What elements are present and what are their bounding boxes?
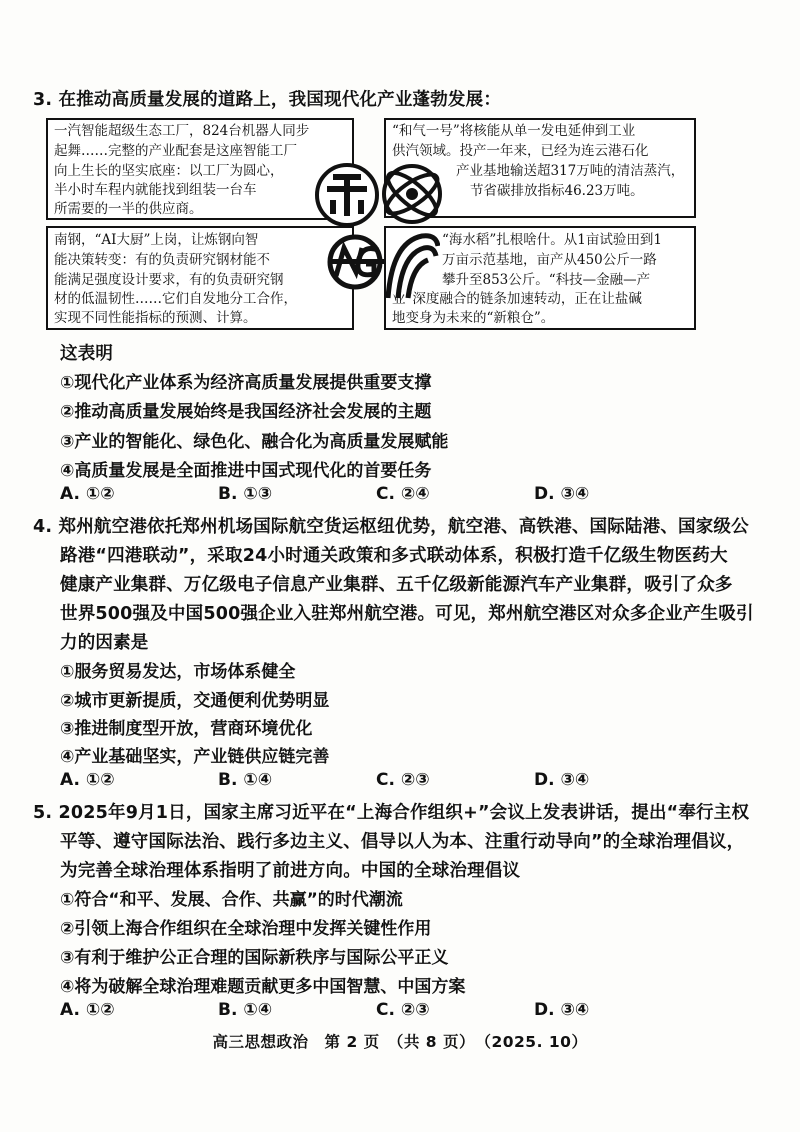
q5-option-1: ①符合“和平、发展、合作、共赢”的时代潮流 [60, 890, 403, 910]
q5-choice-c[interactable]: C. ②③ [376, 1000, 430, 1020]
q4-stem-line-1: 4. 郑州航空港依托郑州机场国际航空货运枢纽优势，航空港、高铁港、国际陆港、国家级公 [33, 517, 749, 537]
q5-option-3: ③有利于维护公正合理的国际新秩序与国际公平正义 [60, 948, 449, 968]
q3-box-nangang-line-2: 能决策转变：有的负责研究钢材能不 [54, 252, 270, 268]
q3-box-rice-line-5: 地变身为未来的“新粮仓”。 [392, 310, 555, 326]
q4-option-4: ④产业基础坚实，产业链供应链完善 [60, 747, 330, 767]
q5-choice-b[interactable]: B. ①④ [218, 1000, 273, 1020]
q5-stem-line-2: 平等、遵守国际法治、践行多边主义、倡导以人为本、注重行动导向”的全球治理倡议， [60, 832, 745, 852]
q3-box-faw-line-5: 所需要的一半的供应商。 [54, 201, 203, 217]
q3-choice-d[interactable]: D. ③④ [534, 484, 590, 504]
q3-box-rice-line-1: “海水稻”扎根啥什。从1亩试验田到1 [442, 232, 662, 248]
q3-option-2: ②推动高质量发展始终是我国经济社会发展的主题 [60, 402, 432, 422]
q3-option-3: ③产业的智能化、绿色化、融合化为高质量发展赋能 [60, 432, 449, 452]
q3-box-heqi-line-4: 节省碳排放指标46.23万吨。 [470, 183, 644, 199]
q3-box-faw-line-2: 起舞……完整的产业配套是这座智能工厂 [54, 143, 297, 159]
q5-choice-a[interactable]: A. ①② [60, 1000, 115, 1020]
q5-choice-d[interactable]: D. ③④ [534, 1000, 590, 1020]
q3-option-4: ④高质量发展是全面推进中国式现代化的首要任务 [60, 461, 432, 481]
q3-option-1: ①现代化产业体系为经济高质量发展提供重要支撑 [60, 373, 432, 393]
rice-logo-icon [384, 226, 440, 302]
q3-box-heqi-line-1: “和气一号”将核能从单一发电延伸到工业 [392, 123, 636, 139]
q4-stem-line-4: 世界500强及中国500强企业入驻郑州航空港。可见，郑州航空港区对众多企业产生吸引 [60, 604, 754, 624]
q5-option-4: ④将为破解全球治理难题贡献更多中国智慧、中国方案 [60, 977, 466, 997]
q3-box-nangang [46, 226, 354, 330]
nangang-logo-icon [322, 232, 388, 292]
q4-option-2: ②城市更新提质，交通便利优势明显 [60, 691, 330, 711]
q3-choice-a[interactable]: A. ①② [60, 484, 115, 504]
q3-box-nangang-line-5: 实现不同性能指标的预测、计算。 [54, 310, 257, 326]
nuclear-logo-icon [374, 158, 450, 230]
q3-box-rice-line-4: 业”深度融合的链条加速转动，正在让盐碱 [392, 291, 642, 307]
q3-lead: 这表明 [60, 344, 114, 364]
q3-choice-b[interactable]: B. ①③ [218, 484, 273, 504]
q3-box-nangang-line-1: 南钢，“AI大厨”上岗，让炼钢向智 [54, 232, 259, 248]
q5-stem-line-3: 为完善全球治理体系指明了前进方向。中国的全球治理倡议 [60, 861, 521, 881]
q4-choice-c[interactable]: C. ②③ [376, 770, 430, 790]
q3-box-nangang-line-4: 材的低温韧性……它们自发地分工合作， [54, 291, 297, 307]
q4-stem-line-2: 路港“四港联动”，采取24小时通关政策和多式联动体系，积极打造千亿级生物医药大 [60, 546, 728, 566]
q5-option-2: ②引领上海合作组织在全球治理中发挥关键性作用 [60, 919, 432, 939]
page-footer: 高三思想政治 第 2 页 （共 8 页） （2025. 10） [212, 1033, 588, 1051]
q4-option-1: ①服务贸易发达，市场体系健全 [60, 662, 296, 682]
q3-box-heqi-line-2: 供汽领域。投产一年来，已经为连云港石化 [392, 143, 649, 159]
q3-box-heqi-line-3: 产业基地输送超317万吨的清洁蒸汽， [456, 163, 685, 179]
q3-box-faw-line-4: 半小时车程内就能找到组装一台车 [54, 182, 257, 198]
q3-box-nangang-line-3: 能满足强度设计要求，有的负责研究钢 [54, 272, 284, 288]
q4-stem-line-3: 健康产业集群、万亿级电子信息产业集群、五千亿级新能源汽车产业集群，吸引了众多 [60, 575, 733, 595]
q3-box-faw-line-1: 一汽智能超级生态工厂，824台机器人同步 [54, 123, 310, 139]
q4-choice-b[interactable]: B. ①④ [218, 770, 273, 790]
q3-box-faw [46, 118, 354, 220]
q5-stem-line-1: 5. 2025年9月1日，国家主席习近平在“上海合作组织+”会议上发表讲话，提出“奉行主权 [33, 803, 750, 823]
q4-stem-line-5: 力的因素是 [60, 633, 149, 653]
q4-choice-a[interactable]: A. ①② [60, 770, 115, 790]
q3-box-rice-line-2: 万亩示范基地，亩产从450公斤一路 [442, 252, 657, 268]
q3-stem: 3. 在推动高质量发展的道路上，我国现代化产业蓬勃发展： [33, 90, 502, 110]
q3-box-faw-line-3: 向上生长的坚实底座：以工厂为圆心， [54, 163, 284, 179]
q4-option-3: ③推进制度型开放，营商环境优化 [60, 719, 313, 739]
q4-choice-d[interactable]: D. ③④ [534, 770, 590, 790]
faw-logo-icon [312, 160, 382, 230]
q3-choice-c[interactable]: C. ②④ [376, 484, 430, 504]
q3-box-rice-line-3: 攀升至853公斤。“科技—金融—产 [442, 272, 651, 288]
